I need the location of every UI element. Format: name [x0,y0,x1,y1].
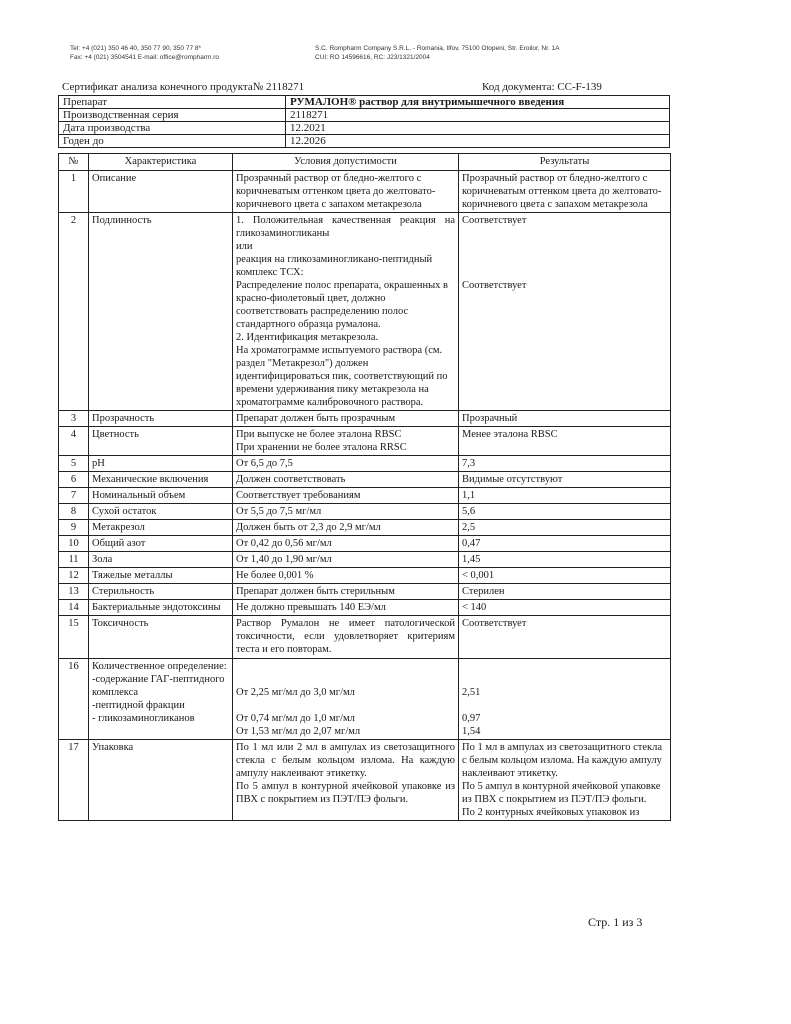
table-row [59,536,671,552]
batch-label: Производственная серия [59,109,286,122]
expiry-value: 12.2026 [286,135,670,148]
production-date-label: Дата производства [59,122,286,135]
result-line: 0,97 [462,713,481,724]
row-conditions [233,659,459,740]
row-num: 1 [59,171,89,213]
company-address [315,44,559,62]
condition-line [236,673,455,686]
row-characteristic: pH [89,456,233,472]
row-conditions: От 1,40 до 1,90 мг/мл [233,552,459,568]
batch-value: 2118271 [286,109,670,122]
row-characteristic: Механические включения [89,472,233,488]
info-row-expiry [59,135,670,148]
characteristic-line: -содержание ГАГ-пептидного комплекса [92,674,225,698]
row-result [459,659,671,740]
address-line: S.C. Rompharm Company S.R.L. - Romania, Ilfov, 75100 Otopeni, Str. Eroilor, Nr. 1A [315,45,560,52]
row-num: 2 [59,213,89,411]
table-row [59,616,671,659]
table-row [59,568,671,584]
row-characteristic: Зола [89,552,233,568]
company-contacts [70,44,219,62]
table-row [59,520,671,536]
row-characteristic [89,659,233,740]
row-num: 13 [59,584,89,600]
row-num: 14 [59,600,89,616]
row-conditions: Препарат должен быть прозрачным [233,411,459,427]
condition-line: реакция на гликозаминогликано-пептидный комплекс ТСХ: [236,254,433,278]
row-conditions: Соответствует требованиям [233,488,459,504]
characteristic-line: Количественное определение: [92,661,227,672]
result-line [462,660,667,673]
row-result: 7,3 [459,456,671,472]
condition-line: При выпуске не более эталона RBSC [236,429,402,440]
col-header-conditions: Условия допустимости [233,154,459,171]
row-result: Менее эталона RBSC [459,427,671,456]
condition-line: или [236,241,253,252]
row-conditions: Не должно превышать 140 ЕЭ/мл [233,600,459,616]
row-result: 1,1 [459,488,671,504]
table-row [59,552,671,568]
row-conditions: Должен быть от 2,3 до 2,9 мг/мл [233,520,459,536]
production-date-value: 12.2021 [286,122,670,135]
table-row [59,488,671,504]
phone-line: Tel: +4 (021) 350 46 40, 350 77 90, 350 77 8* [70,45,202,52]
row-conditions: Не более 0,001 % [233,568,459,584]
row-conditions: От 5,5 до 7,5 мг/мл [233,504,459,520]
table-row [59,213,671,411]
condition-line [236,660,455,673]
result-line: 2,51 [462,687,481,698]
product-info-table [58,95,670,148]
condition-line: От 2,25 мг/мл до 3,0 мг/мл [236,687,355,698]
result-line [462,673,667,686]
col-header-results: Результаты [459,154,671,171]
result-line [462,699,667,712]
col-header-num: № [59,154,89,171]
certificate-title-row [58,80,670,95]
row-result: Стерилен [459,584,671,600]
row-characteristic: Стерильность [89,584,233,600]
row-result: Соответствует [459,616,671,659]
table-row [59,427,671,456]
analysis-table [58,153,671,821]
info-row-preparation [59,96,670,109]
row-result: Прозрачный [459,411,671,427]
row-result [459,213,671,411]
condition-line: При хранении не более эталона RRSC [236,442,407,453]
condition-line: На хроматограмме испытуемого раствора (см. раздел "Метакрезол") должен идентифицироваться пик, соответствующий по времени удерживания пику метакрезола на хроматограмме калибровочного раствора. [236,345,448,408]
row-characteristic: Сухой остаток [89,504,233,520]
info-row-production-date [59,122,670,135]
row-characteristic: Бактериальные эндотоксины [89,600,233,616]
row-result: 1,45 [459,552,671,568]
row-conditions: Прозрачный раствор от бледно-желтого с коричневатым оттенком цвета до желтовато-коричневого цвета с запахом метакрезола [233,171,459,213]
row-num: 4 [59,427,89,456]
page-number: Стр. 1 из 3 [588,915,643,929]
row-conditions: Препарат должен быть стерильным [233,584,459,600]
condition-line: По 1 мл или 2 мл в ампулах из светозащитного стекла с белым кольцом излома. На каждую ампулу наклеивают этикетку. [236,742,455,779]
table-row [59,740,671,821]
table-row [59,472,671,488]
row-characteristic: Тяжелые металлы [89,568,233,584]
row-num: 17 [59,740,89,821]
row-result: 0,47 [459,536,671,552]
table-row [59,659,671,740]
row-result: Прозрачный раствор от бледно-желтого с коричневатым оттенком цвета до желтовато-коричневого цвета с запахом метакрезола [459,171,671,213]
table-row [59,584,671,600]
expiry-label: Годен до [59,135,286,148]
document-code: Код документа: CC-F-139 [482,81,602,93]
table-row [59,600,671,616]
condition-line: 1. Положительная качественная реакция на гликозаминогликаны [236,215,455,239]
fax-email-line: Fax: +4 (021) 3504541 E-mail: office@rompharm.ro [70,54,220,61]
table-row [59,504,671,520]
result-line: По 2 контурных ячейковых упаковок из [462,807,640,818]
row-conditions: От 0,42 до 0,56 мг/мл [233,536,459,552]
row-num: 15 [59,616,89,659]
row-num: 9 [59,520,89,536]
result-line: Соответствует [462,215,527,226]
row-num: 3 [59,411,89,427]
row-result: < 140 [459,600,671,616]
preparation-value: РУМАЛОН® раствор для внутримышечного введения [286,96,670,109]
table-row [59,171,671,213]
row-conditions: Раствор Румалон не имеет патологической токсичности, если удовлетворяет критериям теста и его повторам. [233,616,459,659]
table-row [59,411,671,427]
analysis-header-row [59,154,671,171]
condition-line: По 5 ампул в контурной ячейковой упаковке из ПВХ с покрытием из ПЭТ/ПЭ фольги. [236,781,455,805]
row-num: 8 [59,504,89,520]
row-characteristic: Общий азот [89,536,233,552]
row-characteristic: Номинальный объем [89,488,233,504]
row-conditions: Должен соответствовать [233,472,459,488]
row-num: 16 [59,659,89,740]
col-header-characteristic: Характеристика [89,154,233,171]
certificate-title: Сертификат анализа конечного продукта№ 2118271 [62,81,305,93]
condition-line [236,699,455,712]
row-characteristic: Токсичность [89,616,233,659]
condition-line: 2. Идентификация метакрезола. [236,332,379,343]
result-line: По 5 ампул в контурной ячейковой упаковке из ПВХ с покрытием из ПЭТ/ПЭ фольги. [462,781,661,805]
condition-line: От 1,53 мг/мл до 2,07 мг/мл [236,726,361,737]
characteristic-line: -пептидной фракции [92,700,185,711]
table-row [59,456,671,472]
row-num: 12 [59,568,89,584]
condition-line: Распределение полос препарата, окрашенных в красно-фиолетовый цвет, должно соответствовать распределению полос стандартного образца румалона. [236,280,448,330]
row-characteristic: Прозрачность [89,411,233,427]
row-conditions: От 6,5 до 7,5 [233,456,459,472]
row-result: 5,6 [459,504,671,520]
row-result: Видимые отсутствуют [459,472,671,488]
row-num: 11 [59,552,89,568]
info-row-batch [59,109,670,122]
row-characteristic: Упаковка [89,740,233,821]
row-characteristic: Метакрезол [89,520,233,536]
row-result: < 0,001 [459,568,671,584]
result-line: Соответствует [462,280,527,291]
preparation-label: Препарат [59,96,286,109]
row-result [459,740,671,821]
condition-line: От 0,74 мг/мл до 1,0 мг/мл [236,713,355,724]
row-conditions [233,213,459,411]
row-num: 10 [59,536,89,552]
result-line: По 1 мл в ампулах из светозащитного стекла с белым кольцом излома. На каждую ампулу наклеивают этикетку. [462,742,663,779]
characteristic-line: - гликозаминогликанов [92,713,195,724]
row-num: 5 [59,456,89,472]
row-conditions [233,740,459,821]
registration-line: CUI: RO 14596616, RC: J23/1321/2004 [315,54,430,61]
row-conditions [233,427,459,456]
row-num: 6 [59,472,89,488]
row-num: 7 [59,488,89,504]
result-line: 1,54 [462,726,481,737]
row-result: 2,5 [459,520,671,536]
row-characteristic: Подлинность [89,213,233,411]
row-characteristic: Описание [89,171,233,213]
row-characteristic: Цветность [89,427,233,456]
